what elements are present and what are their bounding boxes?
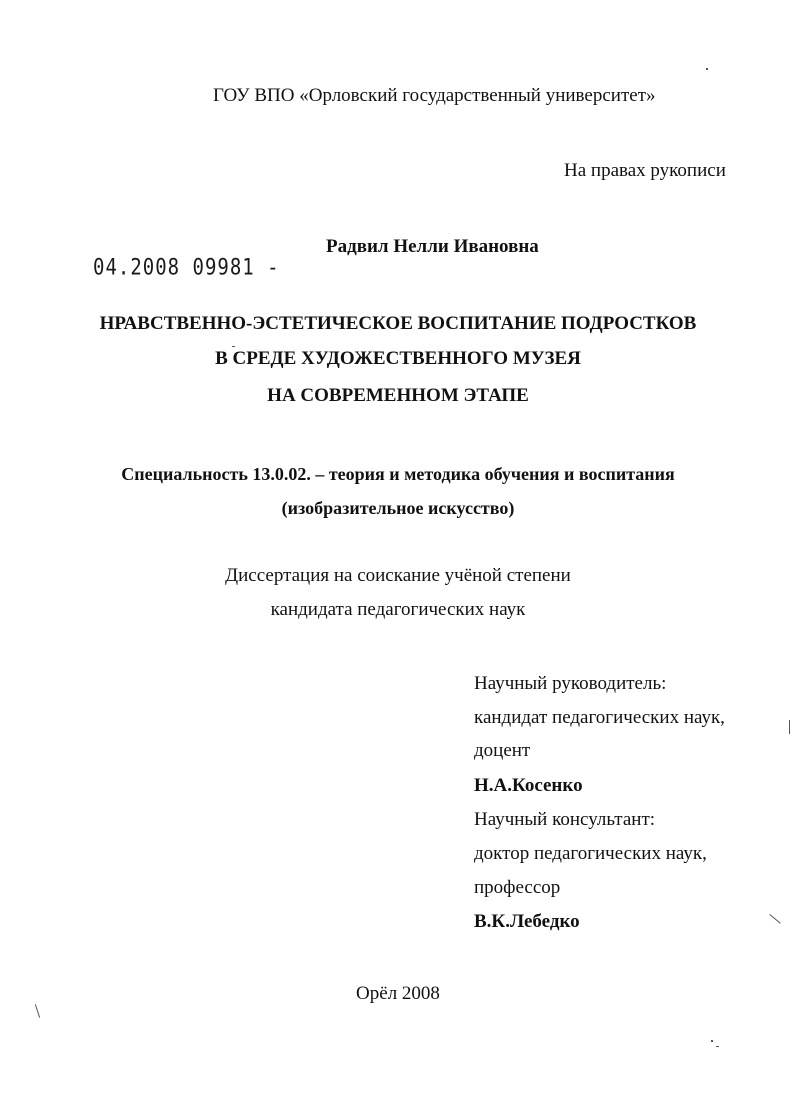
- consultant-degree: доктор педагогических наук,: [474, 843, 707, 864]
- scan-speck: [35, 1004, 40, 1018]
- title-line-2: В СРЕДЕ ХУДОЖЕСТВЕННОГО МУЗЕЯ: [215, 348, 581, 369]
- city-year: Орёл 2008: [356, 983, 440, 1004]
- degree-line-1: Диссертация на соискание учёной степени: [225, 565, 571, 586]
- consultant-rank: профессор: [474, 877, 561, 898]
- scan-speck: [769, 914, 780, 924]
- advisor-name: Н.А.Косенко: [474, 775, 583, 796]
- manuscript-rights-note: На правах рукописи: [564, 160, 726, 181]
- scan-speck: [789, 720, 790, 734]
- advisor-rank: доцент: [474, 740, 531, 761]
- specialty-line-1: Специальность 13.0.02. – теория и методика обучения и воспитания: [121, 464, 675, 484]
- specialty-line-2: (изобразительное искусство): [281, 498, 515, 518]
- registration-stamp: 04.2008 09981 -: [93, 255, 280, 281]
- degree-line-2: кандидата педагогических наук: [270, 599, 526, 620]
- title-line-3: НА СОВРЕМЕННОМ ЭТАПЕ: [267, 385, 529, 406]
- institution-header: ГОУ ВПО «Орловский государственный университет»: [213, 85, 656, 106]
- title-line-1: НРАВСТВЕННО-ЭСТЕТИЧЕСКОЕ ВОСПИТАНИЕ ПОДРОСТКОВ: [99, 313, 697, 334]
- consultant-label: Научный консультант:: [474, 809, 656, 830]
- author-name: Радвил Нелли Ивановна: [326, 236, 539, 257]
- scan-speck: [716, 1046, 719, 1047]
- advisor-degree: кандидат педагогических наук,: [474, 707, 725, 728]
- scan-speck: [232, 346, 235, 347]
- advisor-label: Научный руководитель:: [474, 673, 667, 694]
- consultant-name: В.К.Лебедко: [474, 911, 580, 932]
- scan-speck: [706, 68, 708, 70]
- scan-speck: [711, 1040, 713, 1042]
